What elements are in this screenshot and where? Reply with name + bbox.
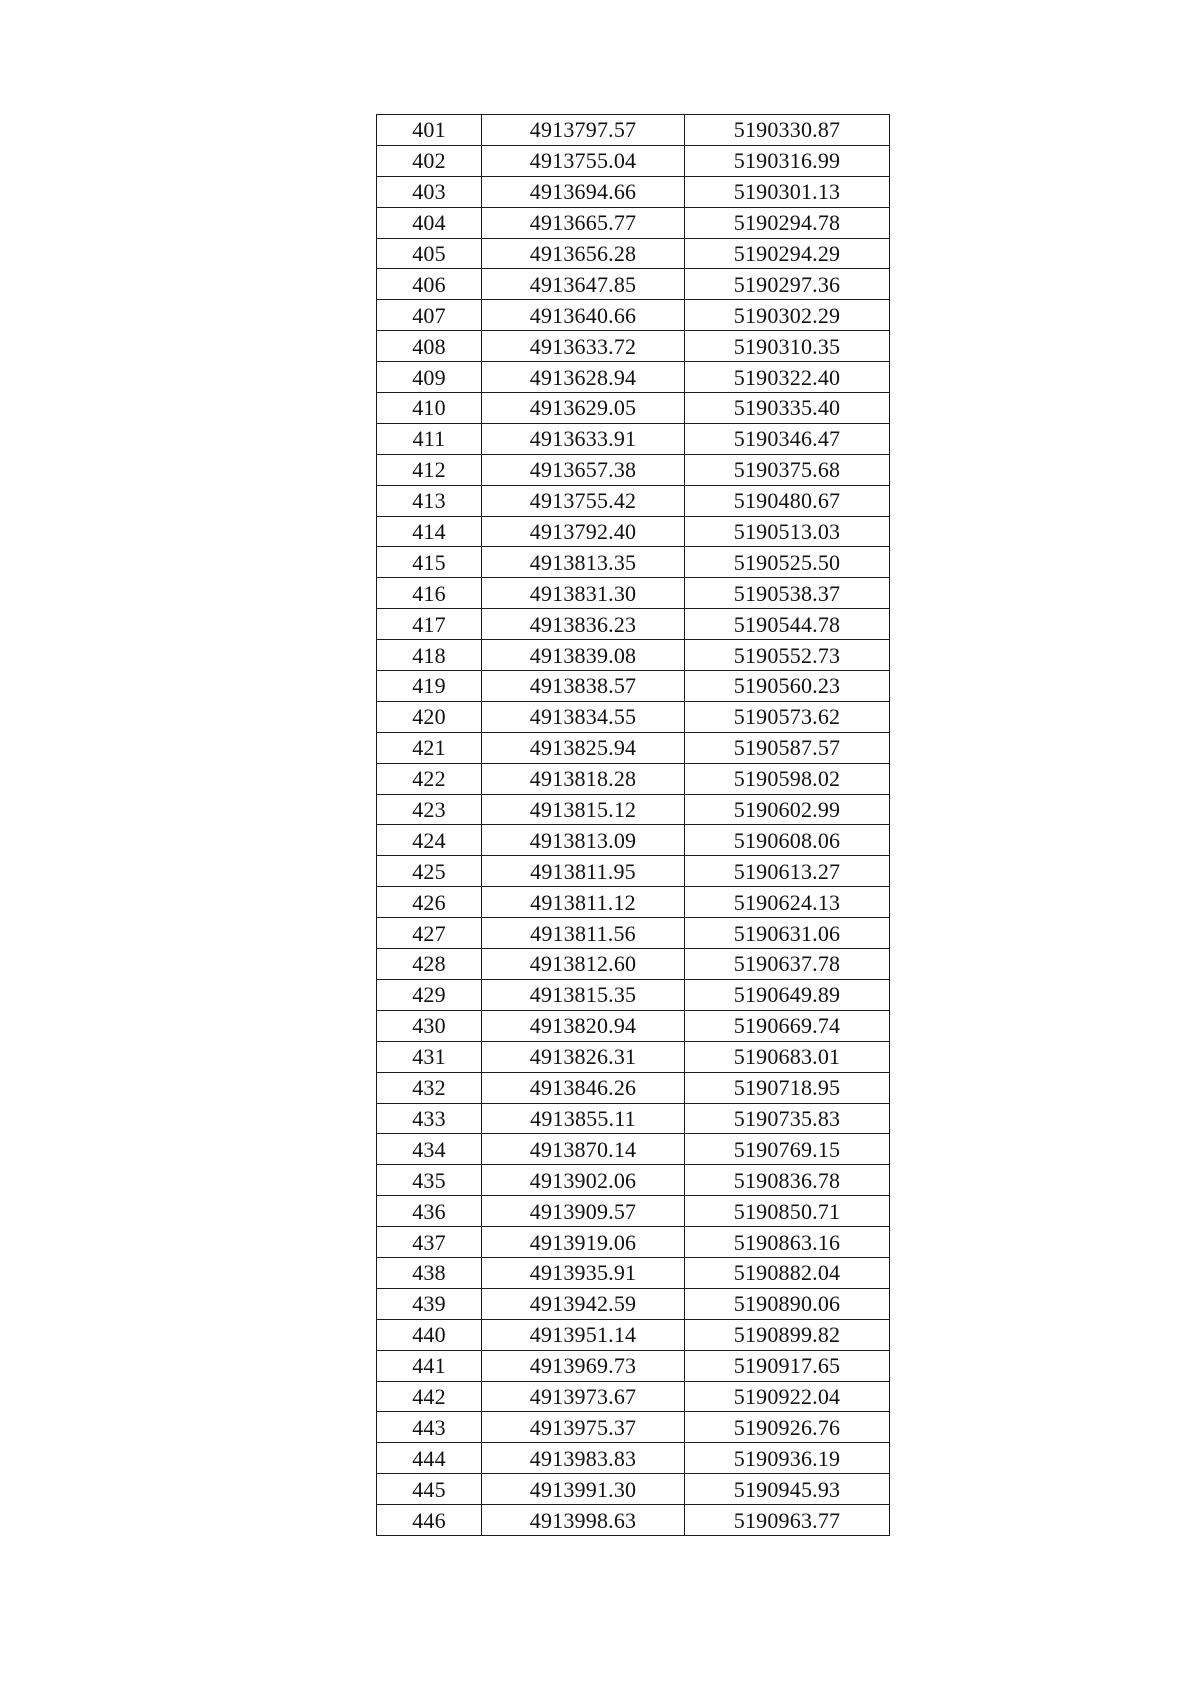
- table-row: [377, 1412, 890, 1443]
- table-row: [377, 1134, 890, 1165]
- x-coordinate-cell: 4913797.57: [482, 115, 685, 146]
- y-coordinate-cell: 5190525.50: [685, 547, 890, 578]
- x-coordinate-cell: 4913846.26: [482, 1072, 685, 1103]
- x-coordinate-cell: 4913838.57: [482, 671, 685, 702]
- y-coordinate-cell: 5190649.89: [685, 979, 890, 1010]
- table-row: [377, 1381, 890, 1412]
- y-coordinate-cell: 5190513.03: [685, 516, 890, 547]
- x-coordinate-cell: 4913792.40: [482, 516, 685, 547]
- table-row: [377, 732, 890, 763]
- point-number-cell: 438: [377, 1257, 482, 1288]
- x-coordinate-cell: 4913812.60: [482, 949, 685, 980]
- table-row: [377, 331, 890, 362]
- point-number-cell: 421: [377, 732, 482, 763]
- x-coordinate-cell: 4913836.23: [482, 609, 685, 640]
- table-row: [377, 671, 890, 702]
- point-number-cell: 423: [377, 794, 482, 825]
- table-row: [377, 516, 890, 547]
- y-coordinate-cell: 5190936.19: [685, 1443, 890, 1474]
- point-number-cell: 444: [377, 1443, 482, 1474]
- point-number-cell: 426: [377, 887, 482, 918]
- point-number-cell: 412: [377, 454, 482, 485]
- point-number-cell: 446: [377, 1505, 482, 1536]
- x-coordinate-cell: 4913811.12: [482, 887, 685, 918]
- x-coordinate-cell: 4913935.91: [482, 1257, 685, 1288]
- point-number-cell: 409: [377, 362, 482, 393]
- table-row: [377, 145, 890, 176]
- table-row: [377, 1103, 890, 1134]
- table-row: [377, 1505, 890, 1536]
- x-coordinate-cell: 4913633.91: [482, 423, 685, 454]
- y-coordinate-cell: 5190882.04: [685, 1257, 890, 1288]
- x-coordinate-cell: 4913870.14: [482, 1134, 685, 1165]
- y-coordinate-cell: 5190302.29: [685, 300, 890, 331]
- point-number-cell: 401: [377, 115, 482, 146]
- table-row: [377, 423, 890, 454]
- y-coordinate-cell: 5190335.40: [685, 393, 890, 424]
- point-number-cell: 408: [377, 331, 482, 362]
- table-row: [377, 454, 890, 485]
- x-coordinate-cell: 4913811.56: [482, 918, 685, 949]
- point-number-cell: 424: [377, 825, 482, 856]
- x-coordinate-cell: 4913983.83: [482, 1443, 685, 1474]
- point-number-cell: 418: [377, 640, 482, 671]
- table-row: [377, 979, 890, 1010]
- table-row: [377, 609, 890, 640]
- y-coordinate-cell: 5190587.57: [685, 732, 890, 763]
- point-number-cell: 425: [377, 856, 482, 887]
- y-coordinate-cell: 5190637.78: [685, 949, 890, 980]
- table-row: [377, 856, 890, 887]
- x-coordinate-cell: 4913975.37: [482, 1412, 685, 1443]
- y-coordinate-cell: 5190769.15: [685, 1134, 890, 1165]
- x-coordinate-cell: 4913826.31: [482, 1041, 685, 1072]
- point-number-cell: 431: [377, 1041, 482, 1072]
- x-coordinate-cell: 4913834.55: [482, 701, 685, 732]
- table-row: [377, 763, 890, 794]
- x-coordinate-cell: 4913818.28: [482, 763, 685, 794]
- y-coordinate-cell: 5190945.93: [685, 1474, 890, 1505]
- x-coordinate-cell: 4913640.66: [482, 300, 685, 331]
- point-number-cell: 429: [377, 979, 482, 1010]
- table-row: [377, 115, 890, 146]
- point-number-cell: 439: [377, 1288, 482, 1319]
- table-row: [377, 1350, 890, 1381]
- point-number-cell: 410: [377, 393, 482, 424]
- table-row: [377, 1443, 890, 1474]
- table-row: [377, 1010, 890, 1041]
- x-coordinate-cell: 4913919.06: [482, 1227, 685, 1258]
- coordinates-table-body: [377, 115, 890, 1536]
- table-row: [377, 238, 890, 269]
- point-number-cell: 402: [377, 145, 482, 176]
- point-number-cell: 427: [377, 918, 482, 949]
- table-row: [377, 485, 890, 516]
- x-coordinate-cell: 4913973.67: [482, 1381, 685, 1412]
- table-row: [377, 1196, 890, 1227]
- y-coordinate-cell: 5190850.71: [685, 1196, 890, 1227]
- y-coordinate-cell: 5190375.68: [685, 454, 890, 485]
- x-coordinate-cell: 4913942.59: [482, 1288, 685, 1319]
- x-coordinate-cell: 4913998.63: [482, 1505, 685, 1536]
- point-number-cell: 405: [377, 238, 482, 269]
- x-coordinate-cell: 4913813.35: [482, 547, 685, 578]
- table-row: [377, 1474, 890, 1505]
- y-coordinate-cell: 5190602.99: [685, 794, 890, 825]
- y-coordinate-cell: 5190669.74: [685, 1010, 890, 1041]
- y-coordinate-cell: 5190917.65: [685, 1350, 890, 1381]
- point-number-cell: 419: [377, 671, 482, 702]
- table-row: [377, 949, 890, 980]
- point-number-cell: 432: [377, 1072, 482, 1103]
- table-row: [377, 547, 890, 578]
- x-coordinate-cell: 4913694.66: [482, 176, 685, 207]
- y-coordinate-cell: 5190624.13: [685, 887, 890, 918]
- point-number-cell: 443: [377, 1412, 482, 1443]
- x-coordinate-cell: 4913825.94: [482, 732, 685, 763]
- table-row: [377, 176, 890, 207]
- table-row: [377, 1257, 890, 1288]
- y-coordinate-cell: 5190598.02: [685, 763, 890, 794]
- point-number-cell: 435: [377, 1165, 482, 1196]
- table-row: [377, 362, 890, 393]
- table-row: [377, 207, 890, 238]
- point-number-cell: 422: [377, 763, 482, 794]
- x-coordinate-cell: 4913657.38: [482, 454, 685, 485]
- y-coordinate-cell: 5190316.99: [685, 145, 890, 176]
- x-coordinate-cell: 4913633.72: [482, 331, 685, 362]
- point-number-cell: 415: [377, 547, 482, 578]
- point-number-cell: 417: [377, 609, 482, 640]
- y-coordinate-cell: 5190538.37: [685, 578, 890, 609]
- table-row: [377, 578, 890, 609]
- table-row: [377, 794, 890, 825]
- point-number-cell: 434: [377, 1134, 482, 1165]
- table-row: [377, 393, 890, 424]
- point-number-cell: 433: [377, 1103, 482, 1134]
- y-coordinate-cell: 5190899.82: [685, 1319, 890, 1350]
- x-coordinate-cell: 4913628.94: [482, 362, 685, 393]
- x-coordinate-cell: 4913951.14: [482, 1319, 685, 1350]
- table-row: [377, 1072, 890, 1103]
- table-row: [377, 918, 890, 949]
- point-number-cell: 436: [377, 1196, 482, 1227]
- x-coordinate-cell: 4913839.08: [482, 640, 685, 671]
- y-coordinate-cell: 5190863.16: [685, 1227, 890, 1258]
- y-coordinate-cell: 5190322.40: [685, 362, 890, 393]
- point-number-cell: 442: [377, 1381, 482, 1412]
- table-row: [377, 1227, 890, 1258]
- x-coordinate-cell: 4913665.77: [482, 207, 685, 238]
- table-row: [377, 640, 890, 671]
- y-coordinate-cell: 5190294.78: [685, 207, 890, 238]
- point-number-cell: 403: [377, 176, 482, 207]
- point-number-cell: 413: [377, 485, 482, 516]
- point-number-cell: 414: [377, 516, 482, 547]
- point-number-cell: 416: [377, 578, 482, 609]
- y-coordinate-cell: 5190890.06: [685, 1288, 890, 1319]
- coordinates-table: [376, 114, 890, 1536]
- table-row: [377, 1165, 890, 1196]
- y-coordinate-cell: 5190836.78: [685, 1165, 890, 1196]
- x-coordinate-cell: 4913991.30: [482, 1474, 685, 1505]
- table-row: [377, 300, 890, 331]
- point-number-cell: 430: [377, 1010, 482, 1041]
- x-coordinate-cell: 4913755.04: [482, 145, 685, 176]
- y-coordinate-cell: 5190297.36: [685, 269, 890, 300]
- x-coordinate-cell: 4913831.30: [482, 578, 685, 609]
- x-coordinate-cell: 4913647.85: [482, 269, 685, 300]
- y-coordinate-cell: 5190346.47: [685, 423, 890, 454]
- point-number-cell: 441: [377, 1350, 482, 1381]
- y-coordinate-cell: 5190544.78: [685, 609, 890, 640]
- y-coordinate-cell: 5190573.62: [685, 701, 890, 732]
- table-row: [377, 1041, 890, 1072]
- y-coordinate-cell: 5190963.77: [685, 1505, 890, 1536]
- y-coordinate-cell: 5190294.29: [685, 238, 890, 269]
- table-row: [377, 887, 890, 918]
- point-number-cell: 428: [377, 949, 482, 980]
- table-row: [377, 269, 890, 300]
- y-coordinate-cell: 5190330.87: [685, 115, 890, 146]
- y-coordinate-cell: 5190718.95: [685, 1072, 890, 1103]
- point-number-cell: 445: [377, 1474, 482, 1505]
- x-coordinate-cell: 4913813.09: [482, 825, 685, 856]
- x-coordinate-cell: 4913815.35: [482, 979, 685, 1010]
- y-coordinate-cell: 5190735.83: [685, 1103, 890, 1134]
- y-coordinate-cell: 5190613.27: [685, 856, 890, 887]
- point-number-cell: 437: [377, 1227, 482, 1258]
- point-number-cell: 420: [377, 701, 482, 732]
- table-row: [377, 1319, 890, 1350]
- y-coordinate-cell: 5190608.06: [685, 825, 890, 856]
- y-coordinate-cell: 5190480.67: [685, 485, 890, 516]
- x-coordinate-cell: 4913656.28: [482, 238, 685, 269]
- table-row: [377, 825, 890, 856]
- point-number-cell: 407: [377, 300, 482, 331]
- y-coordinate-cell: 5190301.13: [685, 176, 890, 207]
- x-coordinate-cell: 4913755.42: [482, 485, 685, 516]
- y-coordinate-cell: 5190926.76: [685, 1412, 890, 1443]
- x-coordinate-cell: 4913629.05: [482, 393, 685, 424]
- y-coordinate-cell: 5190552.73: [685, 640, 890, 671]
- x-coordinate-cell: 4913820.94: [482, 1010, 685, 1041]
- y-coordinate-cell: 5190683.01: [685, 1041, 890, 1072]
- y-coordinate-cell: 5190631.06: [685, 918, 890, 949]
- x-coordinate-cell: 4913855.11: [482, 1103, 685, 1134]
- y-coordinate-cell: 5190560.23: [685, 671, 890, 702]
- x-coordinate-cell: 4913969.73: [482, 1350, 685, 1381]
- table-row: [377, 1288, 890, 1319]
- x-coordinate-cell: 4913811.95: [482, 856, 685, 887]
- table-row: [377, 701, 890, 732]
- point-number-cell: 404: [377, 207, 482, 238]
- point-number-cell: 440: [377, 1319, 482, 1350]
- point-number-cell: 411: [377, 423, 482, 454]
- point-number-cell: 406: [377, 269, 482, 300]
- x-coordinate-cell: 4913902.06: [482, 1165, 685, 1196]
- x-coordinate-cell: 4913815.12: [482, 794, 685, 825]
- y-coordinate-cell: 5190922.04: [685, 1381, 890, 1412]
- y-coordinate-cell: 5190310.35: [685, 331, 890, 362]
- x-coordinate-cell: 4913909.57: [482, 1196, 685, 1227]
